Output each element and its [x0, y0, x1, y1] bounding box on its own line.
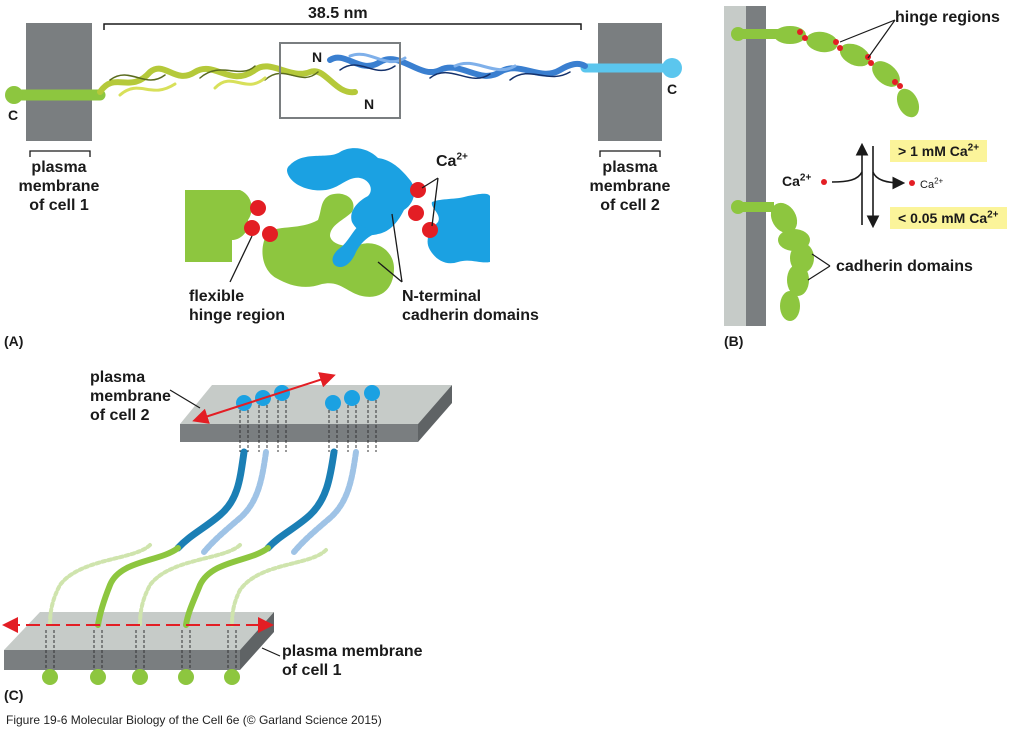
n-terminus-top: N	[312, 49, 323, 65]
blue-strands	[178, 452, 356, 552]
panel-a	[5, 23, 682, 297]
panel-b-tag: (B)	[724, 333, 744, 349]
c-terminus-left: C	[8, 107, 19, 123]
calcium-dot	[244, 220, 260, 236]
calcium-left-label: $Ca^{2+}$	[782, 172, 812, 189]
calcium-label: $Ca^{2+}$	[436, 151, 468, 170]
calcium-dot	[262, 226, 278, 242]
low-calcium-box: < 0.05 mM $Ca^{2+}$	[890, 207, 1007, 229]
plate-cell2-top	[180, 385, 452, 424]
green-anchors	[42, 669, 240, 685]
calcium-dot	[410, 182, 426, 198]
zoom-box	[280, 43, 400, 118]
membrane-cell2-label: plasma membrane of cell 2	[589, 159, 671, 214]
green-cadherin-structure	[100, 66, 355, 95]
n-terminal-domains-label: N-terminal cadherin domains	[402, 288, 539, 324]
membrane-cell2	[598, 23, 662, 141]
plate-cell2-front	[180, 424, 418, 442]
membrane-cell1	[26, 23, 92, 141]
membrane-cell1-label-c: plasma membrane of cell 1	[282, 643, 423, 679]
panel-c	[4, 376, 452, 685]
span-bracket	[104, 24, 581, 30]
high-calcium-box: > 1 mM $Ca^{2+}$	[890, 140, 987, 162]
membrane-cell1-label: plasma membrane of cell 1	[18, 159, 100, 214]
panel-a-tag: (A)	[4, 333, 24, 349]
c-terminus-right: C	[667, 81, 678, 97]
figure-caption: Figure 19-6 Molecular Biology of the Cell 6e (© Garland Science 2015)	[6, 713, 382, 727]
blue-domain-center	[287, 148, 414, 235]
hinge-region-label: flexible hinge region	[189, 288, 285, 324]
panel-c-tag: (C)	[4, 687, 24, 703]
calcium-dot	[250, 200, 266, 216]
blue-cadherin-structure	[330, 54, 585, 80]
panel-b	[724, 6, 923, 326]
hinge-regions-label: hinge regions	[895, 9, 1000, 26]
calcium-dot	[408, 205, 424, 221]
calcium-right-label: $Ca^{2+}$	[920, 176, 944, 191]
green-domain-left	[185, 190, 252, 262]
membrane-light	[724, 6, 746, 326]
cadherin-domains-label: cadherin domains	[836, 258, 973, 275]
calcium-dot	[422, 222, 438, 238]
plate-cell1-front	[4, 650, 240, 670]
membrane-dark	[746, 6, 766, 326]
membrane-cell2-label-c: plasma membrane of cell 2	[90, 369, 171, 424]
span-label: 38.5 nm	[308, 5, 368, 22]
n-terminus-bottom: N	[364, 96, 375, 112]
